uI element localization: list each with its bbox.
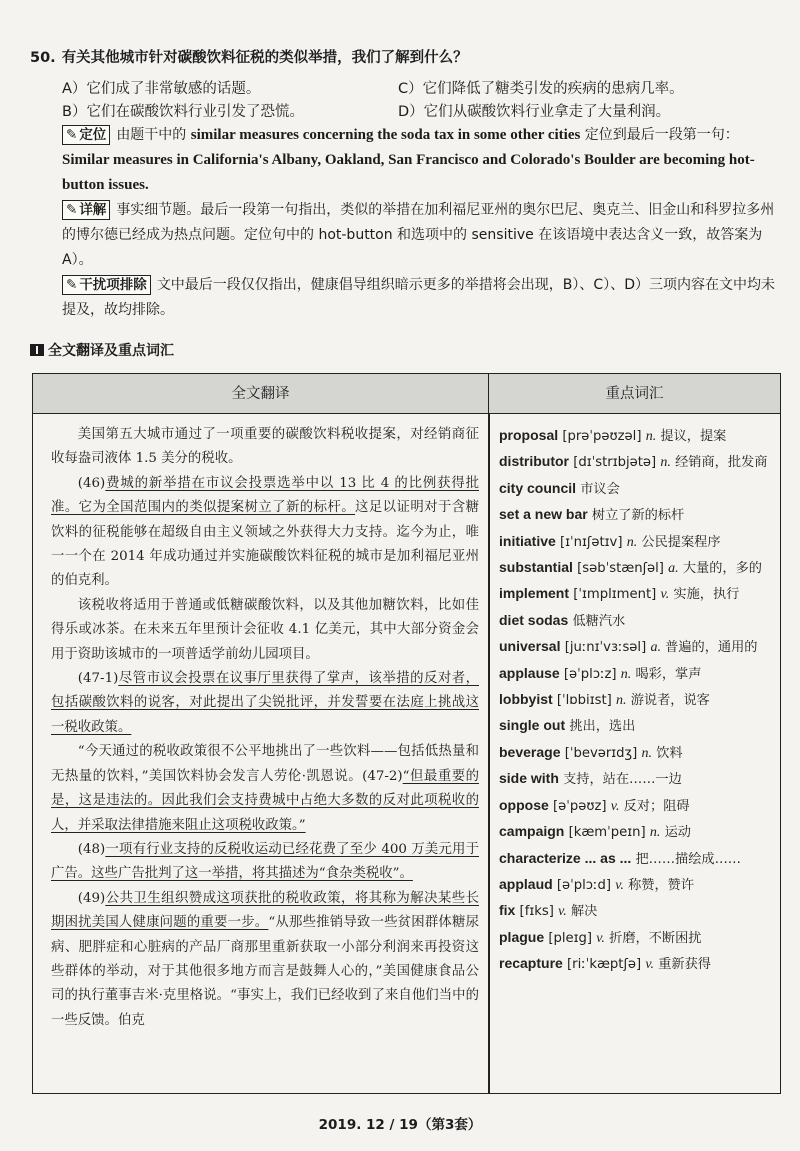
vocab-phonetic: [ɪˈnɪʃətɪv] xyxy=(560,534,623,550)
explanation-eliminate xyxy=(62,273,780,323)
vocab-word: applause xyxy=(499,664,560,681)
vocab-item xyxy=(499,793,775,819)
vocab-item xyxy=(499,529,775,555)
vocab-word: recapture xyxy=(499,955,563,972)
vocab-phonetic: [ˈlɒbiɪst] xyxy=(556,693,612,709)
detail-text: 事实细节题。最后一段第一句指出，类似的举措在加利福尼亚州的奥尔巴尼、奥克兰、旧金山和科罗拉多州的博尔德已经成为热点问题。定位句中的 hot-button 和选项中的 sensitive 在该语境中表达含义一致，故答案为 A）。 xyxy=(62,202,775,268)
option-c: C）它们降低了糖类引发的疾病的患病几率。 xyxy=(398,81,684,97)
table-header xyxy=(33,374,780,414)
locate-eng-2: Similar measures in California's Albany, Oakland, San Francisco and Colorado's Boulder are becoming hot-button issues. xyxy=(62,152,755,193)
locate-text-2: 定位到最后一段第一句： xyxy=(584,127,739,143)
vocab-meaning: 游说者，说客 xyxy=(630,693,710,709)
vocab-word: fix xyxy=(499,902,516,919)
vocab-meaning: 把……描绘成…… xyxy=(635,851,741,867)
header-vocab: 重点词汇 xyxy=(488,374,780,414)
vocab-meaning: 称赞，赞许 xyxy=(628,877,695,893)
vocab-meaning: 实施，执行 xyxy=(673,587,740,603)
vocab-pos: v. xyxy=(558,904,567,920)
vocab-item xyxy=(499,555,775,581)
vocab-word: applaud xyxy=(499,875,553,892)
eliminate-tag: ✎ 干扰项排除 xyxy=(62,275,151,295)
vocab-item xyxy=(499,898,775,924)
vocab-pos: n. xyxy=(641,745,653,761)
vocab-word: characterize ... as ... xyxy=(499,849,632,866)
vocab-pos: n. xyxy=(649,825,661,841)
option-d: D）它们从碳酸饮料行业拿走了大量利润。 xyxy=(398,104,671,120)
vocab-meaning: 普遍的，通用的 xyxy=(665,640,758,656)
vocab-item xyxy=(499,713,775,739)
vocab-item xyxy=(499,872,775,898)
vocab-meaning: 低糖汽水 xyxy=(572,613,626,629)
vocab-phonetic: [kæmˈpeɪn] xyxy=(568,825,646,841)
vocab-meaning: 运动 xyxy=(664,825,691,841)
vocab-meaning: 市议会 xyxy=(580,481,620,497)
paragraph: (47-1)尽管市议会投票在议事厅里获得了掌声，该举措的反对者，包括碳酸饮料的说客，对此提出了尖锐批评，并发誓要在法庭上挑战这一税收政策。 xyxy=(51,671,479,735)
translation-table xyxy=(32,373,781,1094)
vocab-word: single out xyxy=(499,717,566,734)
vocab-item xyxy=(499,925,775,951)
column-divider xyxy=(488,414,490,1093)
vocab-meaning: 提议，提案 xyxy=(660,429,727,444)
vocab-meaning: 反对；阻碍 xyxy=(623,798,690,814)
option-a: A）它们成了非常敏感的话题。 xyxy=(62,81,261,97)
vocab-item xyxy=(499,687,775,713)
vocab-pos: v. xyxy=(660,587,670,603)
vocab-word: city council xyxy=(499,479,577,496)
vocab-item xyxy=(499,634,775,660)
vocab-word: initiative xyxy=(499,532,556,549)
vocab-pos: a. xyxy=(668,561,679,577)
vocab-pos: n. xyxy=(626,534,638,550)
detail-tag: ✎ 详解 xyxy=(62,200,110,220)
vocab-word: oppose xyxy=(499,796,549,813)
vocab-phonetic: [riːˈkæptʃə] xyxy=(567,957,642,973)
vocab-phonetic: [ˈbevərɪdʒ] xyxy=(564,745,638,761)
page-footer: 2019. 12 / 19（第3套） xyxy=(318,1117,482,1133)
vocab-item xyxy=(499,449,775,475)
locate-eng-1: similar measures concerning the soda tax in some other cities xyxy=(190,127,581,143)
vocab-meaning: 折磨，不断困扰 xyxy=(609,930,702,946)
vocab-phonetic: [səbˈstænʃəl] xyxy=(577,561,664,577)
explanation-locate xyxy=(62,123,780,198)
vocab-meaning: 大量的，多的 xyxy=(682,561,762,577)
paragraph: “今天通过的税收政策很不公平地挑出了一些饮料——包括低热量和无热量的饮料，”美国饮料协会发言人劳伦·凯恩说。(47-2)“但最重要的是，这是违法的。因此我们会支持费城中占绝大多数的反对此项税收的人，并采取法律措施来阻止这项税收政策。” xyxy=(51,744,479,833)
vocab-pos: v. xyxy=(610,798,620,814)
vocab-word: campaign xyxy=(499,823,565,840)
translation-column xyxy=(51,423,479,1033)
question-number: 50. xyxy=(30,50,56,66)
pen-icon: ✎ xyxy=(66,127,78,143)
vocab-pos: n. xyxy=(620,666,632,682)
vocab-pos: v. xyxy=(596,930,605,946)
vocab-item xyxy=(499,766,775,792)
vocab-word: proposal xyxy=(499,427,559,443)
vocab-pos: v. xyxy=(645,957,655,973)
paragraph: 该税收将适用于普通或低糖碳酸饮料，以及其他加糖饮料，比如佳得乐或冰茶。在未来五年里预计会征收 4.1 亿美元，其中大部分资金会用于资助该城市的一项普适学前幼儿园项目。 xyxy=(51,597,479,662)
paragraph: (49)公共卫生组织赞成这项获批的税收政策，将其称为解决某些长期困扰美国人健康问题的重要一步。“从那些推销导致一些贫困群体糖尿病、肥胖症和心脏病的产品厂商那里重新获取一小部分利润来再投资这些群体的举动，对于其他很多地方而言是鼓舞人心的，”美国健康食品公司的执行董事吉米·克里格说。“事实上，我们已经收到了来自他们当中的一些反馈。伯克 xyxy=(51,890,479,1028)
vocab-item xyxy=(499,740,775,766)
vocab-column xyxy=(499,423,775,978)
vocab-item xyxy=(499,581,775,607)
explanation-detail xyxy=(62,198,780,273)
question-text: 有关其他城市针对碳酸饮料征税的类似举措，我们了解到什么？ xyxy=(61,50,468,66)
eliminate-text: 文中最后一段仅仅指出，健康倡导组织暗示更多的举措将会出现，B）、C）、D）三项内容在文中均未提及，故均排除。 xyxy=(62,277,775,318)
vocab-meaning: 解决 xyxy=(570,904,598,920)
vocab-pos: n. xyxy=(645,429,657,444)
vocab-word: set a new bar xyxy=(499,506,588,523)
vocab-meaning: 支持，站在……一边 xyxy=(563,772,682,788)
vocab-phonetic: [juːnɪˈvɜːsəl] xyxy=(564,640,647,656)
book-icon xyxy=(30,344,44,356)
vocab-meaning: 经销商，批发商 xyxy=(675,455,768,471)
locate-tag: ✎ 定位 xyxy=(62,125,110,145)
pen-icon: ✎ xyxy=(66,277,78,293)
vocab-meaning: 树立了新的标杆 xyxy=(591,508,685,524)
vocab-word: implement xyxy=(499,585,570,602)
header-translation: 全文翻译 xyxy=(231,386,290,402)
vocab-word: beverage xyxy=(499,743,561,760)
vocab-phonetic: [ˈɪmplɪment] xyxy=(573,587,657,603)
vocab-phonetic: [prəˈpəʊzəl] xyxy=(562,429,642,444)
vocab-word: lobbyist xyxy=(499,691,553,708)
paragraph: (48)一项有行业支持的反税收运动已经花费了至少 400 万美元用于广告。这些广告批判了这一举措，将其描述为“食杂类税收”。 xyxy=(51,841,479,882)
vocab-item xyxy=(499,476,775,502)
vocab-pos: v. xyxy=(615,877,624,893)
option-b: B）它们在碳酸饮料行业引发了恐慌。 xyxy=(62,104,304,120)
vocab-pos: n. xyxy=(660,455,671,471)
vocab-item xyxy=(499,951,775,977)
vocab-meaning: 挑出，选出 xyxy=(569,719,636,735)
vocab-phonetic: [pleɪg] xyxy=(548,930,593,946)
vocab-item xyxy=(499,846,775,872)
paragraph: (46)费城的新举措在市议会投票选举中以 13 比 4 的比例获得批准。它为全国范围内的类似提案树立了新的标杆。这足以证明对于含糖饮料的征税能够在超级自由主义领域之外获得大力支持。迄今为止，唯一一个在 2014 年成功通过并实施碳酸饮料征税的城市是加利福尼亚州的伯克利。 xyxy=(51,475,479,589)
question-title xyxy=(30,46,780,67)
vocab-word: diet sodas xyxy=(499,611,569,628)
vocab-phonetic: [əˈplɔːd] xyxy=(556,877,611,893)
vocab-phonetic: [fɪks] xyxy=(519,904,554,920)
vocab-item xyxy=(499,819,775,845)
vocab-meaning: 公民提案程序 xyxy=(641,534,721,550)
vocab-item xyxy=(499,423,775,449)
vocab-item xyxy=(499,661,775,687)
vocab-phonetic: [əˈplɔːz] xyxy=(563,666,617,682)
vocab-word: distributor xyxy=(499,453,569,470)
vocab-pos: a. xyxy=(650,640,661,656)
pen-icon: ✎ xyxy=(66,202,78,218)
vocab-word: plague xyxy=(499,928,545,945)
vocab-pos: n. xyxy=(616,693,627,709)
vocab-item xyxy=(499,608,775,634)
locate-text-1: 由题干中的 xyxy=(116,127,187,143)
section-title: 全文翻译及重点词汇 xyxy=(30,340,174,360)
vocab-phonetic: [dɪˈstrɪbjətə] xyxy=(573,455,657,471)
vocab-meaning: 喝彩，掌声 xyxy=(635,666,702,682)
vocab-word: side with xyxy=(499,770,559,787)
vocab-meaning: 饮料 xyxy=(656,745,683,761)
vocab-meaning: 重新获得 xyxy=(658,957,711,973)
vocab-item xyxy=(499,502,775,528)
vocab-word: substantial xyxy=(499,559,573,576)
vocab-phonetic: [əˈpəʊz] xyxy=(552,798,607,814)
vocab-word: universal xyxy=(499,638,561,655)
paragraph: 美国第五大城市通过了一项重要的碳酸饮料税收提案，对经销商征收每盎司液体 1.5 美分的税收。 xyxy=(51,427,479,467)
